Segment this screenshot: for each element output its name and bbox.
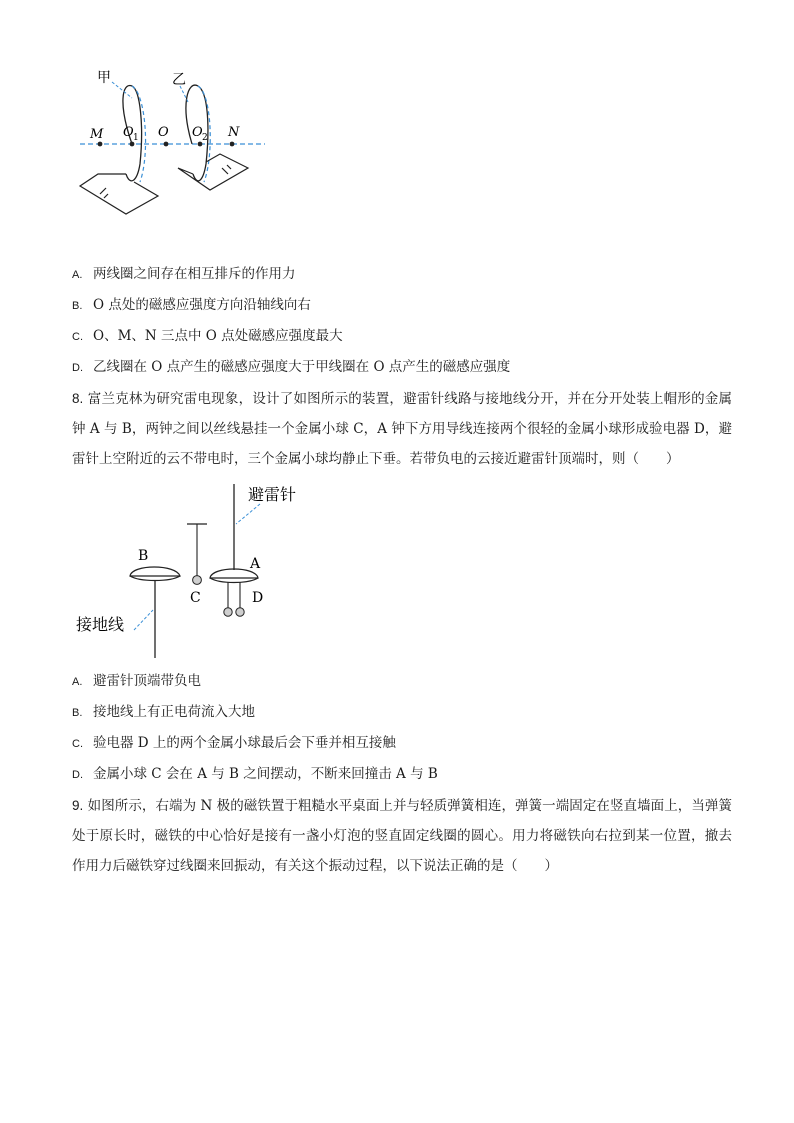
question-number: 9. bbox=[72, 798, 84, 813]
question-stem: 如图所示，右端为 N 极的磁铁置于粗糙水平桌面上并与轻质弹簧相连，弹簧一端固定在竖直墙面上，当弹簧处于原长时，磁铁的中心恰好是接有一盏小灯泡的竖直固定线圈的圆心。用力将磁铁向右拉到某一位置，撤去作用力后磁铁穿过线圈来回振动，有关这个振动过程，以下说法正确的是（ ） bbox=[72, 798, 732, 874]
bell-a-rim bbox=[210, 578, 258, 583]
label-O2-sub: 2 bbox=[202, 133, 208, 143]
option-label: D. bbox=[72, 362, 83, 374]
option-text: O 点处的磁感应强度方向沿轴线向右 bbox=[93, 297, 311, 313]
battery-yi-long bbox=[222, 168, 228, 174]
battery-jia-long bbox=[100, 188, 106, 194]
q8-option-a bbox=[72, 672, 201, 691]
option-label: B. bbox=[72, 707, 83, 719]
label-O1-sub: 1 bbox=[133, 133, 139, 143]
q8-option-c bbox=[72, 734, 396, 753]
coils-figure bbox=[70, 64, 280, 224]
leader-rod bbox=[236, 504, 260, 524]
battery-yi-short bbox=[227, 165, 231, 169]
question-number: 8. bbox=[72, 391, 84, 406]
label-O: O bbox=[158, 125, 169, 140]
label-B: B bbox=[138, 548, 149, 564]
label-D: D bbox=[252, 590, 264, 606]
option-label: A. bbox=[72, 676, 83, 688]
q7-option-d bbox=[72, 358, 510, 377]
question-9 bbox=[72, 791, 732, 881]
point-M bbox=[98, 142, 103, 147]
label-A: A bbox=[250, 556, 261, 572]
label-C: C bbox=[190, 590, 201, 606]
ball-d-left bbox=[224, 608, 232, 616]
label-yi: 乙 bbox=[172, 72, 186, 88]
bell-b-rim bbox=[130, 576, 180, 581]
label-N: N bbox=[228, 125, 240, 140]
label-rod: 避雷针 bbox=[248, 485, 297, 504]
label-O1: O bbox=[123, 125, 134, 140]
option-label: C. bbox=[72, 331, 83, 343]
option-text: 金属小球 C 会在 A 与 B 之间摆动，不断来回撞击 A 与 B bbox=[93, 766, 438, 782]
option-label: D. bbox=[72, 769, 83, 781]
lightning-rod-figure bbox=[70, 480, 340, 662]
option-text: O、M、N 三点中 O 点处磁感应强度最大 bbox=[93, 328, 343, 344]
ball-c bbox=[193, 576, 202, 585]
leader-ground bbox=[134, 610, 153, 630]
q7-option-a bbox=[72, 265, 296, 284]
label-jia: 甲 bbox=[97, 70, 111, 86]
ball-d-right bbox=[236, 608, 244, 616]
circuit-jia bbox=[80, 174, 158, 214]
label-M: M bbox=[90, 127, 104, 142]
label-O2: O bbox=[192, 125, 203, 140]
question-8 bbox=[72, 384, 732, 474]
leader-jia bbox=[112, 82, 132, 98]
option-text: 乙线圈在 O 点产生的磁感应强度大于甲线圈在 O 点产生的磁感应强度 bbox=[93, 359, 511, 375]
circuit-yi bbox=[178, 154, 248, 190]
option-text: 两线圈之间存在相互排斥的作用力 bbox=[93, 266, 296, 282]
option-label: A. bbox=[72, 269, 83, 281]
label-ground: 接地线 bbox=[76, 615, 125, 634]
bell-b bbox=[130, 567, 180, 576]
q8-option-b bbox=[72, 703, 255, 722]
battery-jia-short bbox=[104, 194, 108, 198]
q7-option-b bbox=[72, 296, 311, 315]
q7-option-c bbox=[72, 327, 343, 346]
option-label: B. bbox=[72, 300, 83, 312]
point-O bbox=[164, 142, 169, 147]
option-label: C. bbox=[72, 738, 83, 750]
question-stem: 富兰克林为研究雷电现象，设计了如图所示的装置，避雷针线路与接地线分开，并在分开处装上帽形的金属钟 A 与 B，两钟之间以丝线悬挂一个金属小球 C，A 钟下方用导线连接两个很轻的金属小球形成验电器 D，避雷针上空附近的云不带电时，三个金属小球均静止下垂。若带负电的云接近避雷针顶端时，则（ ） bbox=[72, 391, 733, 467]
option-text: 验电器 D 上的两个金属小球最后会下垂并相互接触 bbox=[93, 735, 396, 751]
leader-yi bbox=[180, 86, 188, 102]
option-text: 避雷针顶端带负电 bbox=[93, 673, 201, 689]
point-N bbox=[230, 142, 235, 147]
q8-option-d bbox=[72, 765, 438, 784]
option-text: 接地线上有正电荷流入大地 bbox=[93, 704, 255, 720]
